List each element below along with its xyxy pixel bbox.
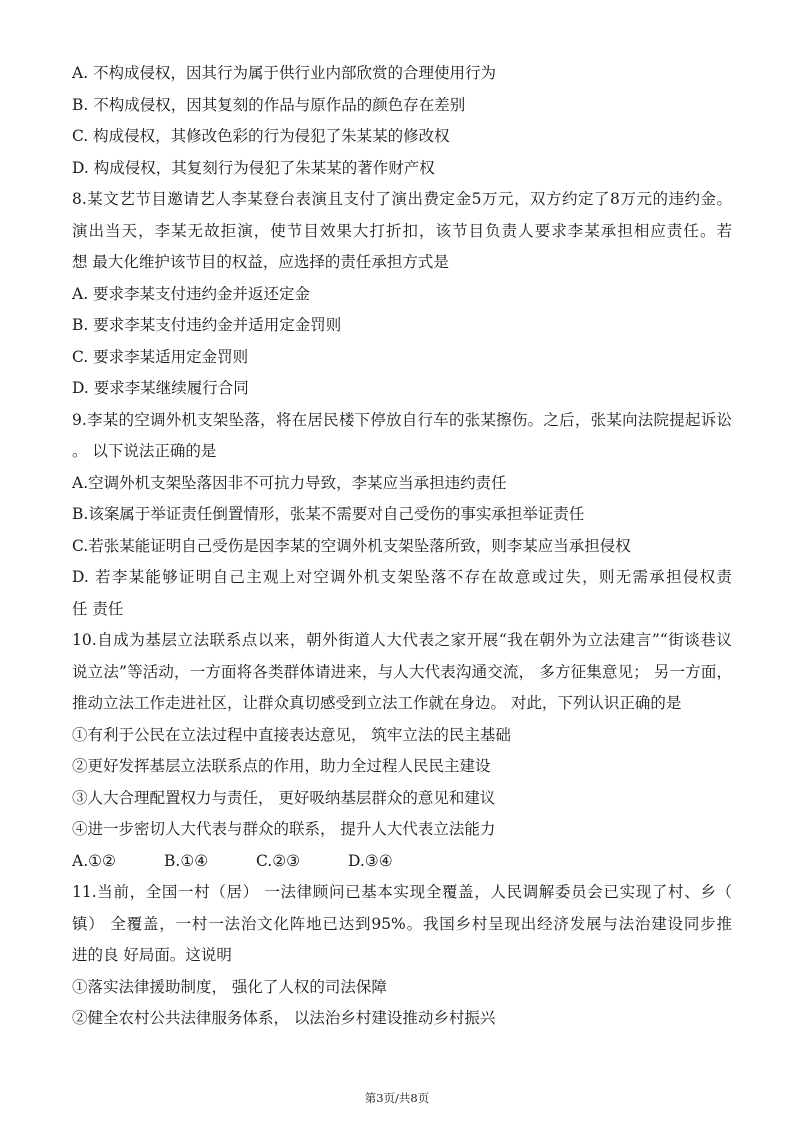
page-number-footer: 第3页/共8页 xyxy=(364,1091,430,1105)
q10-statement-4: ④进一步密切人大代表与群众的联系， 提升人大代表立法能力 xyxy=(72,820,496,838)
q9-option-d: D. 若李某能够证明自己主观上对空调外机支架坠落不存在故意或过失，则无需承担侵权责 xyxy=(72,568,732,586)
q7-options xyxy=(72,58,732,184)
q7-option-d: D. 构成侵权，其复刻行为侵犯了朱某某的著作财产权 xyxy=(72,158,435,177)
q8-option-b: B. 要求李某支付违约金并适用定金罚则 xyxy=(72,316,342,334)
q7-option-b: B. 不构成侵权，因其复刻的作品与原作品的颜色存在差别 xyxy=(72,95,466,114)
q7-option-a: A. 不构成侵权，因其行为属于供行业内部欣赏的合理使用行为 xyxy=(72,64,497,82)
q10-stem-line-3: 推动立法工作走进社区，让群众真切感受到立法工作就在身边。 对此，下列认识正确的是 xyxy=(72,694,682,712)
q8-option-a: A. 要求李某支付违约金并返还定金 xyxy=(72,284,311,303)
q11-statement-2: ②健全农村公共法律服务体系， 以法治乡村建设推动乡村振兴 xyxy=(72,1009,496,1027)
q8-stem-line-1: 8.某文艺节目邀请艺人李某登台表演且支付了演出费定金5万元，双方约定了8万元的违约金。 xyxy=(72,190,732,208)
q10-choice-b: B.①④ xyxy=(164,851,209,870)
q10-statement-3: ③人大合理配置权力与责任， 更好吸纳基层群众的意见和建议 xyxy=(72,788,496,807)
question-8 xyxy=(72,184,732,405)
q11-stem-line-3: 进的良 好局面。这说明 xyxy=(72,946,232,964)
q10-choice-c: C.②③ xyxy=(256,851,301,870)
q10-stem-line-1: 10.自成为基层立法联系点以来，朝外街道人大代表之家开展“我在朝外为立法建言”“街谈巷议 xyxy=(72,631,732,649)
question-9 xyxy=(72,405,732,626)
q9-option-b: B.该案属于举证责任倒置情形，张某不需要对自己受伤的事实承担举证责任 xyxy=(72,505,585,523)
q9-stem-line-2: 。 以下说法正确的是 xyxy=(72,442,217,460)
q8-stem-line-3: 想 最大化维护该节目的权益，应选择的责任承担方式是 xyxy=(72,253,449,271)
q7-option-c: C. 构成侵权，其修改色彩的行为侵犯了朱某某的修改权 xyxy=(72,127,450,145)
question-10 xyxy=(72,625,732,877)
q10-choice-d: D.③④ xyxy=(348,851,393,870)
question-11 xyxy=(72,877,732,1035)
q10-statement-1: ①有利于公民在立法过程中直接表达意见， 筑牢立法的民主基础 xyxy=(72,725,511,744)
q11-stem-line-2: 镇） 全覆盖，一村一法治文化阵地已达到95%。我国乡村呈现出经济发展与法治建设同步推 xyxy=(72,914,732,933)
q10-stem-line-2: 说立法”等活动，一方面将各类群体请进来，与人大代表沟通交流， 多方征集意见； 另一方面， xyxy=(72,662,732,681)
q11-stem-line-1: 11.当前，全国一村（居） 一法律顾问已基本实现全覆盖，人民调解委员会已实现了村、乡（ xyxy=(72,883,732,901)
q9-option-a: A.空调外机支架坠落因非不可抗力导致，李某应当承担违约责任 xyxy=(72,473,507,492)
q9-option-c: C.若张某能证明自己受伤是因李某的空调外机支架坠落所致，则李某应当承担侵权 xyxy=(72,536,631,555)
q10-choices-row xyxy=(72,846,732,878)
q8-option-c: C. 要求李某适用定金罚则 xyxy=(72,347,249,366)
exam-page-content xyxy=(72,58,732,1035)
q8-option-d: D. 要求李某继续履行合同 xyxy=(72,379,249,397)
q9-stem-line-1: 9.李某的空调外机支架坠落，将在居民楼下停放自行车的张某擦伤。之后，张某向法院提起诉讼 xyxy=(72,410,732,429)
q9-option-d-continued: 任 责任 xyxy=(72,599,124,618)
q10-statement-2: ②更好发挥基层立法联系点的作用，助力全过程人民民主建设 xyxy=(72,757,491,775)
q11-statement-1: ①落实法律援助制度， 强化了人权的司法保障 xyxy=(72,977,387,996)
q8-stem-line-2: 演出当天，李某无故拒演，使节目效果大打折扣，该节目负责人要求李某承担相应责任。若 xyxy=(72,221,732,240)
q10-choice-a: A.①② xyxy=(72,851,116,870)
